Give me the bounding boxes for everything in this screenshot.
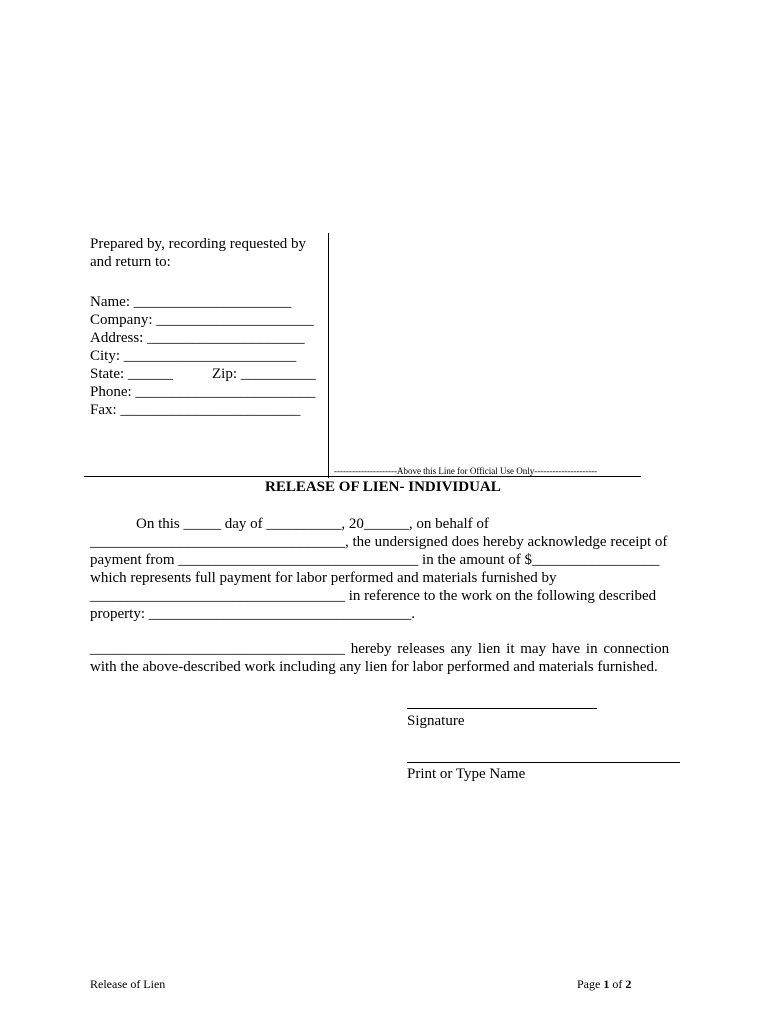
- name-field[interactable]: Name: _____________________: [90, 294, 292, 310]
- body-line-2: __________________________________, the undersigned does hereby acknowledge receipt of: [90, 534, 668, 550]
- page-total: 2: [625, 977, 632, 991]
- body-line-3: payment from ________________________________ in the amount of $_________________: [90, 552, 660, 568]
- print-name-line[interactable]: [407, 762, 680, 763]
- body-line-8: with the above-described work including any lien for labor performed and materials furnished.: [90, 659, 658, 675]
- page-number: 1: [603, 977, 610, 991]
- address-field[interactable]: Address: _____________________: [90, 330, 305, 346]
- print-name-label: Print or Type Name: [407, 766, 526, 782]
- fax-field[interactable]: Fax: ________________________: [90, 402, 301, 418]
- body-line-7: __________________________________ hereby releases any lien it may have in connection: [90, 641, 670, 657]
- official-use-note: ---------------------Above this Line for Official Use Only---------------------: [334, 466, 598, 476]
- page-indicator: [577, 977, 631, 991]
- official-use-rule: [84, 476, 641, 477]
- prepared-by-line1: Prepared by, recording requested by: [90, 236, 307, 252]
- body-line-4: which represents full payment for labor performed and materials furnished by: [90, 570, 557, 586]
- signature-line[interactable]: [407, 708, 597, 709]
- phone-field[interactable]: Phone: ________________________: [90, 384, 316, 400]
- footer-document-name: Release of Lien: [90, 977, 166, 991]
- city-field[interactable]: City: _______________________: [90, 348, 297, 364]
- prepared-by-line2: and return to:: [90, 254, 171, 270]
- state-field[interactable]: State: ______: [90, 366, 173, 382]
- company-field[interactable]: Company: _____________________: [90, 312, 314, 328]
- page-word: Page: [577, 977, 601, 991]
- body-line-1: On this _____ day of __________, 20______, on behalf of: [136, 516, 489, 532]
- body-line-6: property: ___________________________________.: [90, 606, 415, 622]
- zip-field[interactable]: Zip: __________: [212, 366, 316, 382]
- of-word: of: [612, 977, 623, 991]
- signature-label: Signature: [407, 713, 465, 729]
- recording-divider-vertical: [328, 233, 329, 478]
- document-title: RELEASE OF LIEN- INDIVIDUAL: [265, 479, 501, 495]
- body-line-5: __________________________________ in reference to the work on the following described: [90, 588, 657, 604]
